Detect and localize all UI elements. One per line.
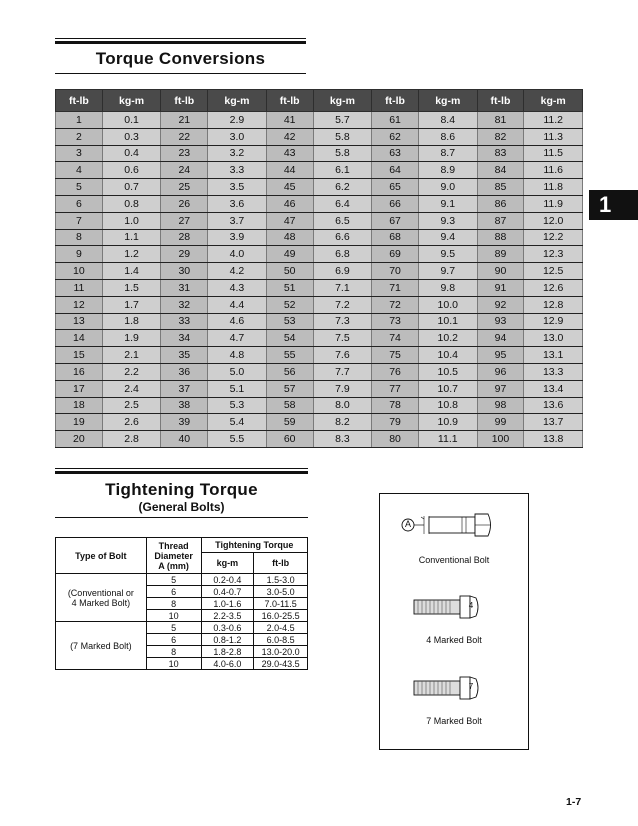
kgm-cell: 4.3 — [208, 279, 267, 296]
ftlb-cell: 5 — [56, 179, 103, 196]
ftlb-cell: 93 — [477, 313, 524, 330]
torque-kgm-cell: 2.2-3.5 — [201, 610, 254, 622]
ftlb-cell: 66 — [372, 195, 419, 212]
torque-ftlb-cell: 29.0-43.5 — [254, 658, 308, 670]
kgm-cell: 1.9 — [102, 330, 161, 347]
ftlb-cell: 91 — [477, 279, 524, 296]
ftlb-cell: 35 — [161, 347, 208, 364]
ftlb-cell: 28 — [161, 229, 208, 246]
heading-rule-bottom — [55, 517, 308, 518]
kgm-cell: 5.3 — [208, 397, 267, 414]
ftlb-cell: 38 — [161, 397, 208, 414]
kgm-cell: 10.1 — [418, 313, 477, 330]
kgm-cell: 12.9 — [524, 313, 583, 330]
kgm-cell: 10.0 — [418, 296, 477, 313]
ftlb-cell: 48 — [266, 229, 313, 246]
kgm-cell: 8.6 — [418, 128, 477, 145]
table-row — [56, 296, 583, 313]
kgm-cell: 3.3 — [208, 162, 267, 179]
ftlb-cell: 41 — [266, 112, 313, 129]
column-header: ft-lb — [266, 90, 313, 112]
ftlb-cell: 24 — [161, 162, 208, 179]
ftlb-cell: 19 — [56, 414, 103, 431]
ftlb-cell: 11 — [56, 279, 103, 296]
column-header: kg-m — [524, 90, 583, 112]
ftlb-cell: 97 — [477, 380, 524, 397]
kgm-cell: 4.7 — [208, 330, 267, 347]
kgm-cell: 11.1 — [418, 431, 477, 448]
ftlb-cell: 30 — [161, 263, 208, 280]
kgm-cell: 9.8 — [418, 279, 477, 296]
table-row — [56, 431, 583, 448]
ftlb-cell: 64 — [372, 162, 419, 179]
col-type-of-bolt: Type of Bolt — [56, 538, 147, 574]
ftlb-cell: 47 — [266, 212, 313, 229]
page-number: 1-7 — [566, 796, 582, 808]
ftlb-cell: 84 — [477, 162, 524, 179]
kgm-cell: 10.5 — [418, 363, 477, 380]
ftlb-cell: 22 — [161, 128, 208, 145]
ftlb-cell: 89 — [477, 246, 524, 263]
kgm-cell: 12.6 — [524, 279, 583, 296]
kgm-cell: 1.7 — [102, 296, 161, 313]
ftlb-cell: 39 — [161, 414, 208, 431]
table-row — [56, 279, 583, 296]
caption-seven-marked-bolt: 7 Marked Bolt — [426, 716, 482, 726]
ftlb-cell: 77 — [372, 380, 419, 397]
kgm-cell: 11.9 — [524, 195, 583, 212]
table-row — [56, 195, 583, 212]
ftlb-cell: 61 — [372, 112, 419, 129]
thread-header-line1: Thread — [158, 540, 189, 551]
kgm-cell: 1.4 — [102, 263, 161, 280]
kgm-cell: 13.7 — [524, 414, 583, 431]
kgm-cell: 13.3 — [524, 363, 583, 380]
ftlb-cell: 69 — [372, 246, 419, 263]
ftlb-cell: 15 — [56, 347, 103, 364]
kgm-cell: 3.2 — [208, 145, 267, 162]
kgm-cell: 3.7 — [208, 212, 267, 229]
caption-conventional-bolt: Conventional Bolt — [418, 555, 490, 565]
kgm-cell: 11.3 — [524, 128, 583, 145]
kgm-cell: 10.9 — [418, 414, 477, 431]
ftlb-cell: 99 — [477, 414, 524, 431]
ftlb-cell: 56 — [266, 363, 313, 380]
table-row — [56, 112, 583, 129]
kgm-cell: 8.7 — [418, 145, 477, 162]
ftlb-cell: 32 — [161, 296, 208, 313]
thread-header-line2: Diameter — [154, 550, 193, 561]
thread-diameter-cell: 6 — [146, 634, 201, 646]
kgm-cell: 3.9 — [208, 229, 267, 246]
ftlb-cell: 4 — [56, 162, 103, 179]
col-ftlb: ft-lb — [254, 553, 308, 574]
ftlb-cell: 34 — [161, 330, 208, 347]
table-row — [56, 145, 583, 162]
thread-diameter-cell: 8 — [146, 646, 201, 658]
ftlb-cell: 33 — [161, 313, 208, 330]
ftlb-cell: 36 — [161, 363, 208, 380]
torque-kgm-cell: 1.8-2.8 — [201, 646, 254, 658]
thread-diameter-cell: 8 — [146, 598, 201, 610]
ftlb-cell: 96 — [477, 363, 524, 380]
table-row — [56, 380, 583, 397]
kgm-cell: 0.6 — [102, 162, 161, 179]
kgm-cell: 4.4 — [208, 296, 267, 313]
ftlb-cell: 26 — [161, 195, 208, 212]
ftlb-cell: 6 — [56, 195, 103, 212]
bolt-type-line1: (7 Marked Bolt) — [70, 640, 132, 651]
tightening-torque-heading — [55, 468, 308, 518]
kgm-cell: 7.1 — [313, 279, 372, 296]
ftlb-cell: 46 — [266, 195, 313, 212]
table-row — [56, 414, 583, 431]
ftlb-cell: 23 — [161, 145, 208, 162]
torque-ftlb-cell: 7.0-11.5 — [254, 598, 308, 610]
ftlb-cell: 43 — [266, 145, 313, 162]
column-header: kg-m — [102, 90, 161, 112]
ftlb-cell: 25 — [161, 179, 208, 196]
kgm-cell: 0.8 — [102, 195, 161, 212]
kgm-cell: 3.6 — [208, 195, 267, 212]
kgm-cell: 7.6 — [313, 347, 372, 364]
kgm-cell: 7.9 — [313, 380, 372, 397]
heading-rule-top-thick — [55, 41, 306, 44]
ftlb-cell: 17 — [56, 380, 103, 397]
ftlb-cell: 50 — [266, 263, 313, 280]
thread-header-line3: A (mm) — [158, 560, 189, 571]
kgm-cell: 8.9 — [418, 162, 477, 179]
thread-diameter-cell: 5 — [146, 622, 201, 634]
kgm-cell: 6.6 — [313, 229, 372, 246]
ftlb-cell: 29 — [161, 246, 208, 263]
ftlb-cell: 67 — [372, 212, 419, 229]
kgm-cell: 10.4 — [418, 347, 477, 364]
column-header: ft-lb — [56, 90, 103, 112]
ftlb-cell: 86 — [477, 195, 524, 212]
kgm-cell: 8.3 — [313, 431, 372, 448]
kgm-cell: 1.2 — [102, 246, 161, 263]
torque-ftlb-cell: 16.0-25.5 — [254, 610, 308, 622]
bolt-figure-box — [379, 493, 529, 750]
kgm-cell: 2.1 — [102, 347, 161, 364]
kgm-cell: 9.4 — [418, 229, 477, 246]
ftlb-cell: 90 — [477, 263, 524, 280]
ftlb-cell: 37 — [161, 380, 208, 397]
col-tightening-torque: Tightening Torque — [201, 538, 307, 553]
kgm-cell: 5.7 — [313, 112, 372, 129]
kgm-cell: 4.6 — [208, 313, 267, 330]
column-header: ft-lb — [477, 90, 524, 112]
kgm-cell: 2.9 — [208, 112, 267, 129]
ftlb-cell: 63 — [372, 145, 419, 162]
tightening-torque-subtitle: (General Bolts) — [138, 500, 225, 514]
kgm-cell: 10.8 — [418, 397, 477, 414]
ftlb-cell: 65 — [372, 179, 419, 196]
kgm-cell: 4.8 — [208, 347, 267, 364]
kgm-cell: 4.2 — [208, 263, 267, 280]
torque-conversions-title: Torque Conversions — [95, 49, 266, 68]
table-row — [56, 128, 583, 145]
column-header: kg-m — [208, 90, 267, 112]
kgm-cell: 9.3 — [418, 212, 477, 229]
ftlb-cell: 71 — [372, 279, 419, 296]
col-thread-diameter — [146, 538, 201, 574]
torque-kgm-cell: 0.4-0.7 — [201, 586, 254, 598]
kgm-cell: 0.3 — [102, 128, 161, 145]
kgm-cell: 6.2 — [313, 179, 372, 196]
kgm-cell: 9.7 — [418, 263, 477, 280]
kgm-cell: 1.1 — [102, 229, 161, 246]
bolt-mark-7: 7 — [468, 682, 474, 691]
kgm-cell: 13.8 — [524, 431, 583, 448]
tightening-torque-table — [55, 537, 308, 670]
kgm-cell: 13.1 — [524, 347, 583, 364]
torque-ftlb-cell: 1.5-3.0 — [254, 574, 308, 586]
ftlb-cell: 79 — [372, 414, 419, 431]
kgm-cell: 7.3 — [313, 313, 372, 330]
kgm-cell: 12.0 — [524, 212, 583, 229]
ftlb-cell: 62 — [372, 128, 419, 145]
table-row — [56, 212, 583, 229]
kgm-cell: 2.2 — [102, 363, 161, 380]
ftlb-cell: 74 — [372, 330, 419, 347]
torque-conversion-table — [55, 89, 583, 448]
kgm-cell: 5.8 — [313, 128, 372, 145]
table-row — [56, 313, 583, 330]
ftlb-cell: 14 — [56, 330, 103, 347]
marker-a-label: A — [404, 519, 411, 529]
heading-rule-top — [55, 468, 308, 469]
ftlb-cell: 18 — [56, 397, 103, 414]
ftlb-cell: 52 — [266, 296, 313, 313]
ftlb-cell: 85 — [477, 179, 524, 196]
torque-ftlb-cell: 6.0-8.5 — [254, 634, 308, 646]
table-row — [56, 162, 583, 179]
ftlb-cell: 3 — [56, 145, 103, 162]
kgm-cell: 1.0 — [102, 212, 161, 229]
torque-kgm-cell: 0.8-1.2 — [201, 634, 254, 646]
ftlb-cell: 49 — [266, 246, 313, 263]
kgm-cell: 12.8 — [524, 296, 583, 313]
ftlb-cell: 83 — [477, 145, 524, 162]
bolt-type-cell — [56, 574, 147, 622]
bolt-type-line1: (Conventional or — [67, 587, 134, 598]
ftlb-cell: 55 — [266, 347, 313, 364]
ftlb-cell: 20 — [56, 431, 103, 448]
kgm-cell: 4.0 — [208, 246, 267, 263]
ftlb-cell: 27 — [161, 212, 208, 229]
ftlb-cell: 94 — [477, 330, 524, 347]
kgm-cell: 13.4 — [524, 380, 583, 397]
kgm-cell: 9.0 — [418, 179, 477, 196]
table-row — [56, 179, 583, 196]
tightening-torque-title: Tightening Torque — [105, 480, 258, 499]
kgm-cell: 5.5 — [208, 431, 267, 448]
ftlb-cell: 1 — [56, 112, 103, 129]
ftlb-cell: 87 — [477, 212, 524, 229]
kgm-cell: 0.4 — [102, 145, 161, 162]
ftlb-cell: 54 — [266, 330, 313, 347]
ftlb-cell: 9 — [56, 246, 103, 263]
ftlb-cell: 8 — [56, 229, 103, 246]
ftlb-cell: 92 — [477, 296, 524, 313]
kgm-cell: 1.5 — [102, 279, 161, 296]
table-row — [56, 347, 583, 364]
thread-diameter-cell: 10 — [146, 658, 201, 670]
kgm-cell: 6.1 — [313, 162, 372, 179]
torque-ftlb-cell: 13.0-20.0 — [254, 646, 308, 658]
kgm-cell: 2.8 — [102, 431, 161, 448]
torque-ftlb-cell: 3.0-5.0 — [254, 586, 308, 598]
kgm-cell: 9.5 — [418, 246, 477, 263]
torque-kgm-cell: 0.3-0.6 — [201, 622, 254, 634]
kgm-cell: 0.1 — [102, 112, 161, 129]
table-row — [56, 397, 583, 414]
column-header: ft-lb — [372, 90, 419, 112]
ftlb-cell: 44 — [266, 162, 313, 179]
table-row — [56, 330, 583, 347]
ftlb-cell: 80 — [372, 431, 419, 448]
kgm-cell: 3.5 — [208, 179, 267, 196]
ftlb-cell: 2 — [56, 128, 103, 145]
column-header: ft-lb — [161, 90, 208, 112]
kgm-cell: 10.7 — [418, 380, 477, 397]
kgm-cell: 6.8 — [313, 246, 372, 263]
ftlb-cell: 7 — [56, 212, 103, 229]
conventional-bolt-icon — [402, 514, 491, 536]
torque-conversions-heading — [55, 38, 306, 74]
bolt-type-cell — [56, 622, 147, 670]
kgm-cell: 12.2 — [524, 229, 583, 246]
ftlb-cell: 78 — [372, 397, 419, 414]
chapter-tab: 1 — [589, 190, 638, 220]
kgm-cell: 6.9 — [313, 263, 372, 280]
kgm-cell: 2.5 — [102, 397, 161, 414]
ftlb-cell: 40 — [161, 431, 208, 448]
kgm-cell: 5.0 — [208, 363, 267, 380]
ftlb-cell: 72 — [372, 296, 419, 313]
ftlb-cell: 60 — [266, 431, 313, 448]
bolt-type-line2: 4 Marked Bolt) — [71, 597, 131, 608]
thread-diameter-cell: 10 — [146, 610, 201, 622]
ftlb-cell: 100 — [477, 431, 524, 448]
torque-kgm-cell: 0.2-0.4 — [201, 574, 254, 586]
torque-kgm-cell: 4.0-6.0 — [201, 658, 254, 670]
ftlb-cell: 59 — [266, 414, 313, 431]
kgm-cell: 7.5 — [313, 330, 372, 347]
kgm-cell: 3.0 — [208, 128, 267, 145]
kgm-cell: 11.2 — [524, 112, 583, 129]
ftlb-cell: 13 — [56, 313, 103, 330]
kgm-cell: 8.4 — [418, 112, 477, 129]
ftlb-cell: 10 — [56, 263, 103, 280]
kgm-cell: 8.2 — [313, 414, 372, 431]
ftlb-cell: 75 — [372, 347, 419, 364]
ftlb-cell: 57 — [266, 380, 313, 397]
ftlb-cell: 73 — [372, 313, 419, 330]
table-row — [56, 263, 583, 280]
heading-rule-top-thick — [55, 471, 308, 474]
kgm-cell: 12.5 — [524, 263, 583, 280]
kgm-cell: 13.6 — [524, 397, 583, 414]
kgm-cell: 12.3 — [524, 246, 583, 263]
ftlb-cell: 95 — [477, 347, 524, 364]
kgm-cell: 10.2 — [418, 330, 477, 347]
table-row — [56, 246, 583, 263]
ftlb-cell: 58 — [266, 397, 313, 414]
ftlb-cell: 82 — [477, 128, 524, 145]
bolt-figure — [380, 494, 528, 749]
kgm-cell: 5.4 — [208, 414, 267, 431]
kgm-cell: 5.1 — [208, 380, 267, 397]
torque-kgm-cell: 1.0-1.6 — [201, 598, 254, 610]
kgm-cell: 2.6 — [102, 414, 161, 431]
ftlb-cell: 31 — [161, 279, 208, 296]
kgm-cell: 11.5 — [524, 145, 583, 162]
table-row — [56, 574, 308, 586]
thread-diameter-cell: 6 — [146, 586, 201, 598]
bolt-mark-4: 4 — [468, 601, 474, 610]
kgm-cell: 5.8 — [313, 145, 372, 162]
col-kgm: kg-m — [201, 553, 254, 574]
column-header: kg-m — [313, 90, 372, 112]
caption-four-marked-bolt: 4 Marked Bolt — [426, 635, 482, 645]
kgm-cell: 6.5 — [313, 212, 372, 229]
ftlb-cell: 68 — [372, 229, 419, 246]
heading-rule-top — [55, 38, 306, 39]
ftlb-cell: 76 — [372, 363, 419, 380]
kgm-cell: 9.1 — [418, 195, 477, 212]
ftlb-cell: 53 — [266, 313, 313, 330]
ftlb-cell: 70 — [372, 263, 419, 280]
table-row — [56, 622, 308, 634]
ftlb-cell: 16 — [56, 363, 103, 380]
kgm-cell: 8.0 — [313, 397, 372, 414]
table-row — [56, 229, 583, 246]
ftlb-cell: 88 — [477, 229, 524, 246]
kgm-cell: 7.7 — [313, 363, 372, 380]
ftlb-cell: 21 — [161, 112, 208, 129]
heading-rule-bottom — [55, 73, 306, 74]
kgm-cell: 0.7 — [102, 179, 161, 196]
ftlb-cell: 12 — [56, 296, 103, 313]
conversion-table-header — [56, 90, 583, 112]
ftlb-cell: 81 — [477, 112, 524, 129]
kgm-cell: 11.8 — [524, 179, 583, 196]
kgm-cell: 11.6 — [524, 162, 583, 179]
kgm-cell: 1.8 — [102, 313, 161, 330]
ftlb-cell: 42 — [266, 128, 313, 145]
kgm-cell: 6.4 — [313, 195, 372, 212]
ftlb-cell: 45 — [266, 179, 313, 196]
column-header: kg-m — [418, 90, 477, 112]
table-row — [56, 363, 583, 380]
torque-ftlb-cell: 2.0-4.5 — [254, 622, 308, 634]
kgm-cell: 7.2 — [313, 296, 372, 313]
thread-diameter-cell: 5 — [146, 574, 201, 586]
kgm-cell: 13.0 — [524, 330, 583, 347]
ftlb-cell: 98 — [477, 397, 524, 414]
kgm-cell: 2.4 — [102, 380, 161, 397]
ftlb-cell: 51 — [266, 279, 313, 296]
